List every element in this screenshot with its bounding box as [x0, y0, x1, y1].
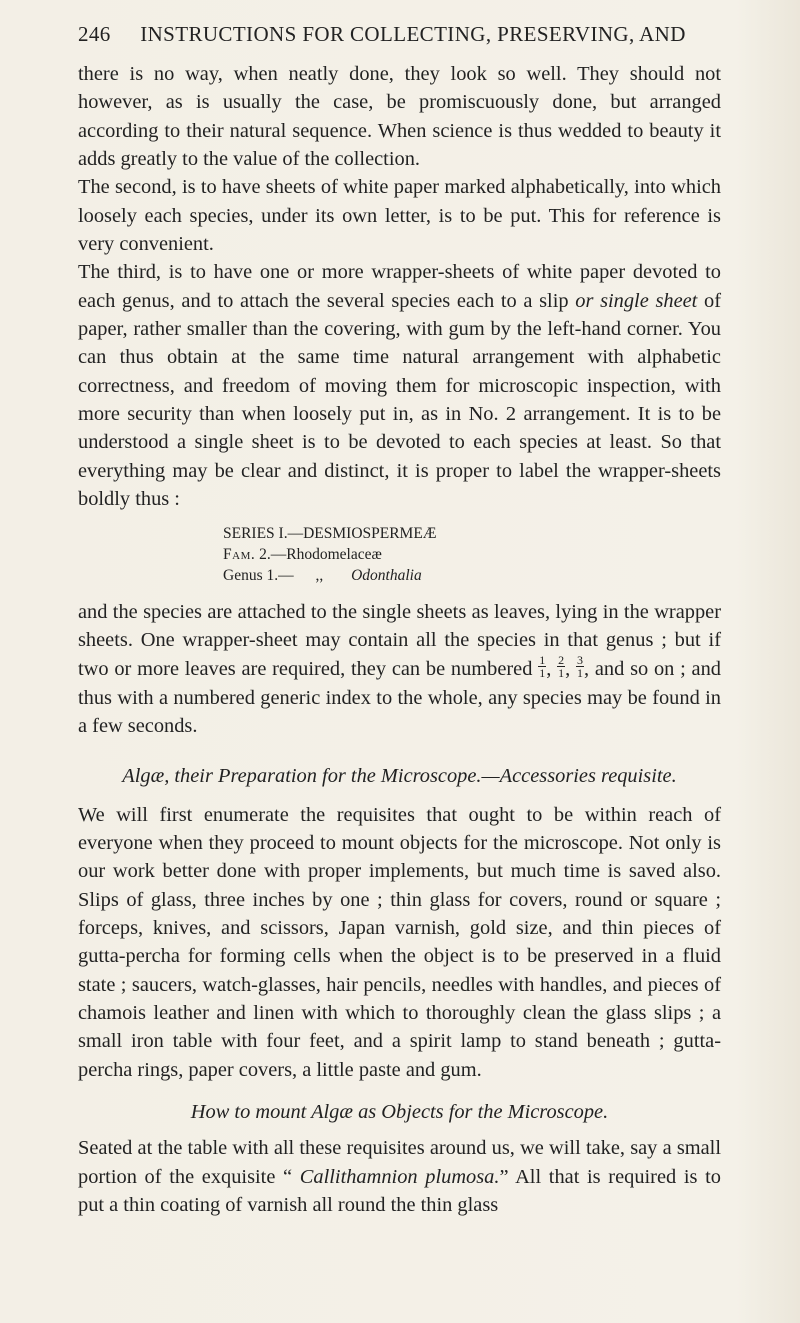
paragraph-3-text-b: of paper, rather smaller than the covering, with gum by the left-hand corner. You can thus obtain at the same time natural arrangement with alphabetic correctness, and freedom of moving them for microscopic inspection, with more security than when loosely put in, as in No. 2 arrangement. It is to be understood a single sheet is to be devoted to each species at least. So that everything may be clear and distinct, it is proper to label the wrapper-sheets boldly thus :	[78, 289, 721, 511]
genus-name: Odonthalia	[351, 566, 422, 584]
genus-value: 1.—	[266, 566, 294, 584]
section-title-accessories: Algæ, their Preparation for the Microscope.—Accessories requisite.	[122, 765, 677, 788]
wrapper-label-example	[223, 523, 721, 586]
fraction-3-sep: ,	[583, 658, 590, 681]
paragraph-5: We will first enumerate the requisites that ought to be within reach of everyone when they proceed to mount objects for the microscope. Not only is our work better done with proper implements, but much time is saved also. Slips of glass, three inches by one ; thin glass for covers, round or square ; forceps, knives, and scissors, Japan varnish, gold size, and thin pieces of gutta-percha for forming cells when the object is to be preserved in a fluid state ; saucers, watch-glasses, hair pencils, needles with handles, and pieces of chamois leather and linen with which to thoroughly clean the glass slips ; a small iron table with four feet, and a spirit lamp to stand beneath ; gutta-percha rings, paper covers, a little paste and gum.	[78, 803, 721, 1081]
genus-line	[223, 565, 721, 586]
genus-ditto: ,,	[315, 566, 324, 584]
family-value: 2.—Rhodomelaceæ	[259, 545, 382, 563]
fraction-1-sep: ,	[546, 658, 552, 681]
fraction-1-denominator: 1	[539, 666, 546, 681]
running-title: INSTRUCTIONS FOR COLLECTING, PRESERVING, AND	[140, 22, 686, 46]
page-number: 246	[78, 22, 111, 46]
fraction-2-sep: ,	[565, 658, 571, 681]
paragraph-6-text-a: Seated at the table with all these requisites around us, we will take, say a small portion of the exquisite “	[78, 1137, 721, 1188]
paragraph-6-emphasis: Callithamnion plumosa.	[299, 1165, 500, 1188]
fraction-2-numerator: 2	[558, 653, 565, 668]
paragraph-3-text-a: The third, is to have one or more wrapper-sheets of white paper devoted to each genus, and to attach the several species each to a slip	[78, 261, 721, 312]
paragraph-6	[78, 1134, 721, 1219]
fraction-3	[576, 654, 584, 679]
fraction-3-numerator: 3	[576, 653, 583, 668]
paragraph-1: there is no way, when neatly done, they look so well. They should not however, as is usually the case, be promiscuously done, but arranged according to their natural sequence. When science is thus wedded to beauty it adds greatly to the value of the collection.	[78, 63, 721, 171]
fraction-3-denominator: 1	[576, 666, 583, 681]
fraction-1-numerator: 1	[539, 653, 546, 668]
fraction-2	[557, 654, 565, 679]
series-label: SERIES I.	[223, 524, 288, 542]
paragraph-6-text-b: ” All that is required is to put a thin coating of varnish all round the thin glass	[78, 1165, 721, 1217]
section-title-mounting: How to mount Algæ as Objects for the Microscope.	[190, 1101, 609, 1123]
family-line	[223, 544, 721, 565]
paragraph-4	[78, 598, 721, 741]
series-value: —DESMIOSPERMEÆ	[287, 524, 437, 542]
paragraph-3	[78, 258, 721, 513]
fraction-2-denominator: 1	[558, 666, 565, 681]
family-label: Fam.	[223, 545, 256, 563]
genus-label: Genus	[223, 566, 263, 584]
page-body	[78, 60, 721, 1219]
fraction-1	[538, 654, 546, 679]
paragraph-4-text-b: and so on ; and thus with a numbered generic index to the whole, any species may be found in a few seconds.	[78, 658, 722, 737]
page-header	[78, 22, 722, 47]
series-line	[223, 523, 721, 544]
paragraph-3-emphasis: or single sheet	[575, 289, 698, 312]
paragraph-2: The second, is to have sheets of white paper marked alphabetically, into which loosely each species, under its own letter, is to be put. This for reference is very convenient.	[78, 176, 721, 256]
paragraph-4-text-a: and the species are attached to the single sheets as leaves, lying in the wrapper sheets. One wrapper-sheet may contain all the species in that genus ; but if two or more leaves are required, they can be numbered	[78, 600, 721, 681]
